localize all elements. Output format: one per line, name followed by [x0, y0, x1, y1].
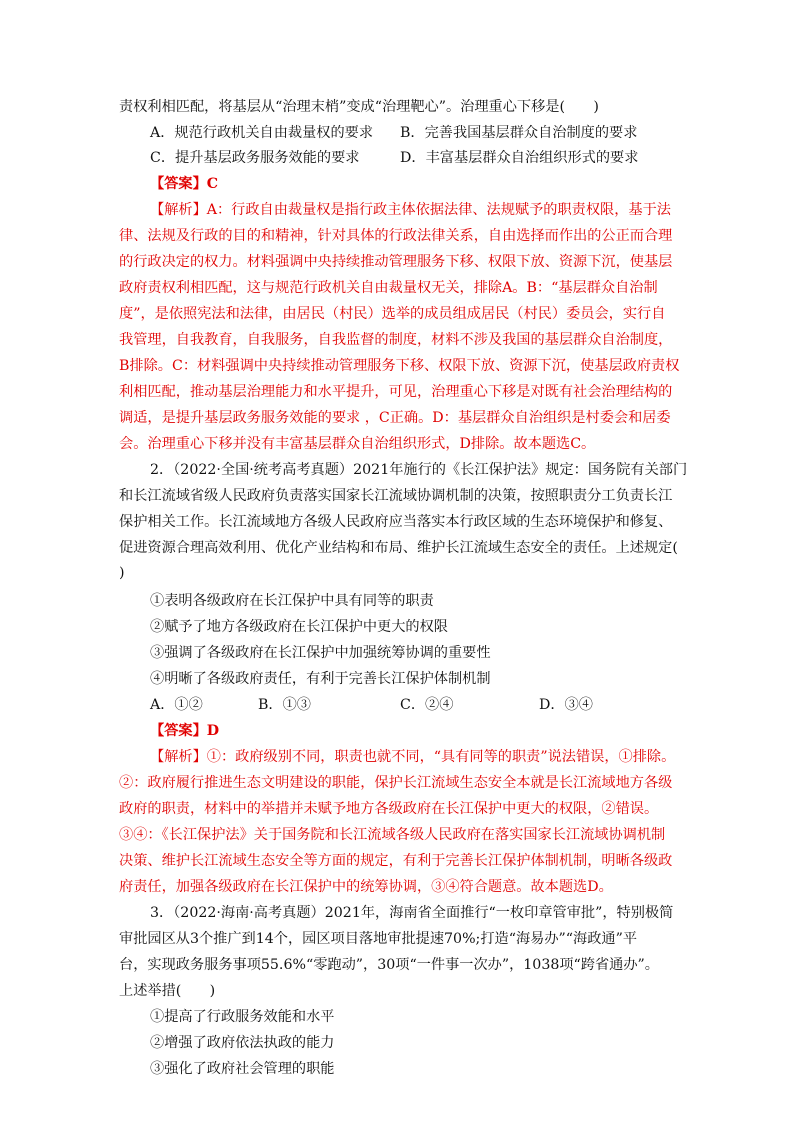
- q2-analysis-line: 政府的职责，材料中的举措并未赋予地方各级政府在长江保护中更大的权限，②错误。: [119, 801, 659, 817]
- q2-stem-line: 2．（2022·全国·统考高考真题）2021年施行的《长江保护法》规定：国务院有关部门: [150, 462, 688, 478]
- q3-statement: ③强化了政府社会管理的职能: [150, 1061, 335, 1077]
- q2-statement: ④明晰了各级政府责任，有利于完善长江保护体制机制: [150, 671, 491, 687]
- q2-statement: ③强调了各级政府在长江保护中加强统筹协调的重要性: [150, 645, 491, 661]
- q1-option-c: C．提升基层政务服务效能的要求: [150, 150, 360, 166]
- q3-statement: ①提高了行政服务效能和水平: [150, 1009, 335, 1025]
- q2-stem-line: ): [119, 565, 125, 581]
- q2-statement: ①表明各级政府在长江保护中具有同等的职责: [150, 593, 434, 609]
- q2-analysis-line: 决策、维护长江流域生态安全等方面的规定，有利于完善长江保护体制机制，明晰各级政: [119, 853, 673, 869]
- q1-analysis-line: B排除。C：材料强调中央持续推动管理服务下移、权限下放、资源下沉，使基层政府责权: [119, 358, 680, 374]
- q2-stem-line: 保护相关工作。长江流域地方各级人民政府应当落实本行政区域的生态环境保护和修复、: [119, 514, 673, 530]
- q3-statement: ②增强了政府依法执政的能力: [150, 1035, 335, 1051]
- q1-answer: 【答案】C: [150, 176, 219, 192]
- q1-stem-tail: 责权利相匹配，将基层从“治理末梢”变成“治理靶心”。治理重心下移是( ): [119, 99, 599, 115]
- q1-analysis-line: 会。治理重心下移并没有丰富基层群众自治组织形式，D排除。故本题选C。: [119, 436, 596, 452]
- q2-answer: 【答案】D: [150, 723, 220, 739]
- q2-option-a: A．①②: [150, 697, 203, 713]
- q2-stem-line: 和长江流域省级人民政府负责落实国家长江流域协调机制的决策，按照职责分工负责长江: [119, 488, 673, 504]
- q1-analysis-line: 的行政决定的权力。材料强调中央持续推动管理服务下移、权限下放、资源下沉，使基层: [119, 254, 673, 270]
- q1-analysis-line: 利相匹配，推动基层治理能力和水平提升，可见，治理重心下移是对既有社会治理结构的: [119, 384, 673, 400]
- q2-option-c: C．②④: [400, 697, 454, 713]
- q1-analysis-line: 调适，是提升基层政务服务效能的要求 ，C正确。D：基层群众自治组织是村委会和居委: [119, 410, 671, 426]
- q3-stem-line: 上述举措( ): [119, 983, 216, 999]
- q1-analysis-line: 我管理，自我教育，自我服务，自我监督的制度，材料不涉及我国的基层群众自治制度，: [119, 332, 673, 348]
- q2-analysis-line: ③④：《长江保护法》关于国务院和长江流域各级人民政府在落实国家长江流域协调机制: [119, 827, 666, 843]
- q1-analysis-line: 律、法规及行政的目的和精神，针对具体的行政法律关系，自由选择而作出的公正而合理: [119, 228, 673, 244]
- q3-stem-line: 3．（2022·海南·高考真题）2021年，海南省全面推行“一枚印章管审批”，特别极简: [150, 905, 674, 921]
- q1-option-d: D．丰富基层群众自治组织形式的要求: [400, 150, 639, 166]
- q2-analysis-line: 府责任，加强各级政府在长江保护中的统筹协调，③④符合题意。故本题选D。: [119, 879, 613, 895]
- q2-stem-line: 促进资源合理高效利用、优化产业结构和布局、维护长江流域生态安全的责任。上述规定(: [119, 540, 678, 556]
- q2-option-d: D．③④: [539, 697, 593, 713]
- q2-option-b: B．①③: [258, 697, 311, 713]
- q1-analysis-line: 政府责权利相匹配，这与规范行政机关自由裁量权无关，排除A。B：“基层群众自治制: [119, 280, 658, 296]
- q1-analysis-line: 【解析】A：行政自由裁量权是指行政主体依据法律、法规赋予的职责权限，基于法: [150, 202, 671, 218]
- q2-analysis-line: ②：政府履行推进生态文明建设的职能，保护长江流域生态安全本就是长江流域地方各级: [119, 775, 673, 791]
- q1-analysis-line: 度”，是依照宪法和法律，由居民（村民）选举的成员组成居民（村民）委员会，实行自: [119, 306, 666, 322]
- q3-stem-line: 台，实现政务服务事项55.6%“零跑动”，30项“一件事一次办”，1038项“跨省通办”。: [119, 957, 659, 973]
- q1-option-b: B．完善我国基层群众自治制度的要求: [400, 125, 638, 141]
- q3-stem-line: 审批园区从3个推广到14个，园区项目落地审批提速70%;打造“海易办”“海政通”平: [119, 931, 638, 947]
- q2-analysis-line: 【解析】①：政府级别不同，职责也就不同，“具有同等的职责”说法错误，①排除。: [150, 749, 676, 765]
- q1-option-a: A．规范行政机关自由裁量权的要求: [150, 125, 374, 141]
- q2-statement: ②赋予了地方各级政府在长江保护中更大的权限: [150, 619, 448, 635]
